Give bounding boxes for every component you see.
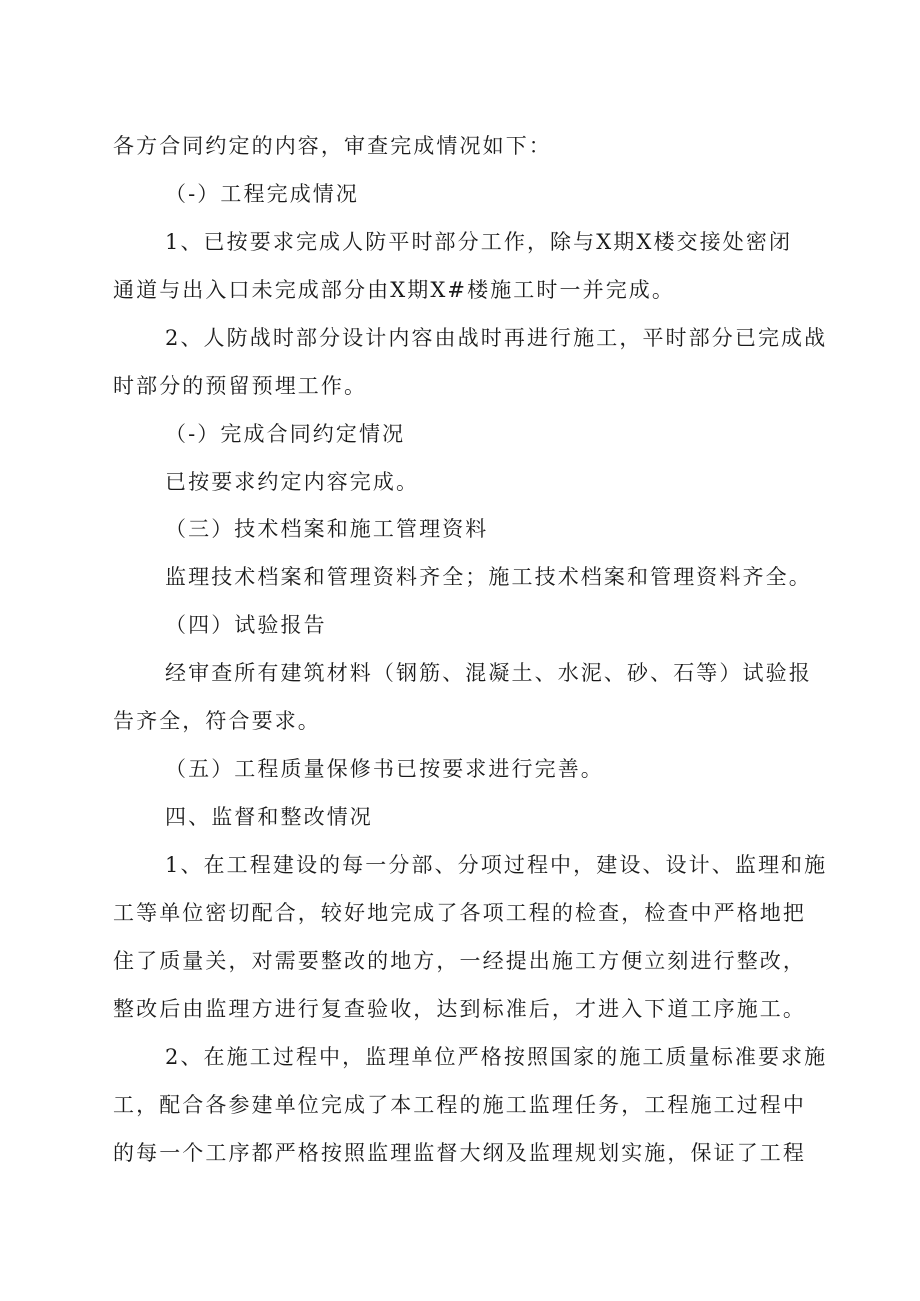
text-line: 已按要求约定内容完成。 [165,470,420,494]
section-heading: （-）完成合同约定情况 [165,422,406,446]
text-line: 整改后由监理方进行复查验收，达到标准后，才进入下道工序施工。 [113,997,806,1021]
section-heading: （四）试验报告 [165,613,327,637]
text-line: 经审查所有建筑材料（钢筋、混凝土、水泥、砂、石等）试验报 [165,661,812,685]
text-line: 住了质量关，对需要整改的地方，一经提出施工方便立刻进行整改， [113,949,806,973]
text-line: 的每一个工序都严格按照监理监督大纲及监理规划实施，保证了工程 [113,1141,806,1165]
text-line: 通道与出入口未完成部分由X期X#楼施工时一并完成。 [113,278,675,302]
text-line: 各方合同约定的内容，审查完成情况如下： [113,134,552,158]
section-heading: （五）工程质量保修书已按要求进行完善。 [165,757,604,781]
text-line: 工，配合各参建单位完成了本工程的施工监理任务，工程施工过程中 [113,1093,806,1117]
text-line: 1、在工程建设的每一分部、分项过程中，建设、设计、监理和施 [165,853,828,877]
section-heading: （-）工程完成情况 [165,182,359,206]
section-heading: （三）技术档案和施工管理资料 [165,517,489,541]
section-heading: 四、监督和整改情况 [165,805,373,829]
text-line: 工等单位密切配合，较好地完成了各项工程的检查，检查中严格地把 [113,901,806,925]
text-line: 监理技术档案和管理资料齐全；施工技术档案和管理资料齐全。 [165,565,812,589]
text-line: 2、人防战时部分设计内容由战时再进行施工，平时部分已完成战 [165,326,828,350]
text-line: 时部分的预留预埋工作。 [113,374,368,398]
text-line: 告齐全，符合要求。 [113,709,321,733]
text-line: 2、在施工过程中，监理单位严格按照国家的施工质量标准要求施 [165,1045,828,1069]
text-line: 1、已按要求完成人防平时部分工作，除与X期X楼交接处密闭 [165,230,793,254]
